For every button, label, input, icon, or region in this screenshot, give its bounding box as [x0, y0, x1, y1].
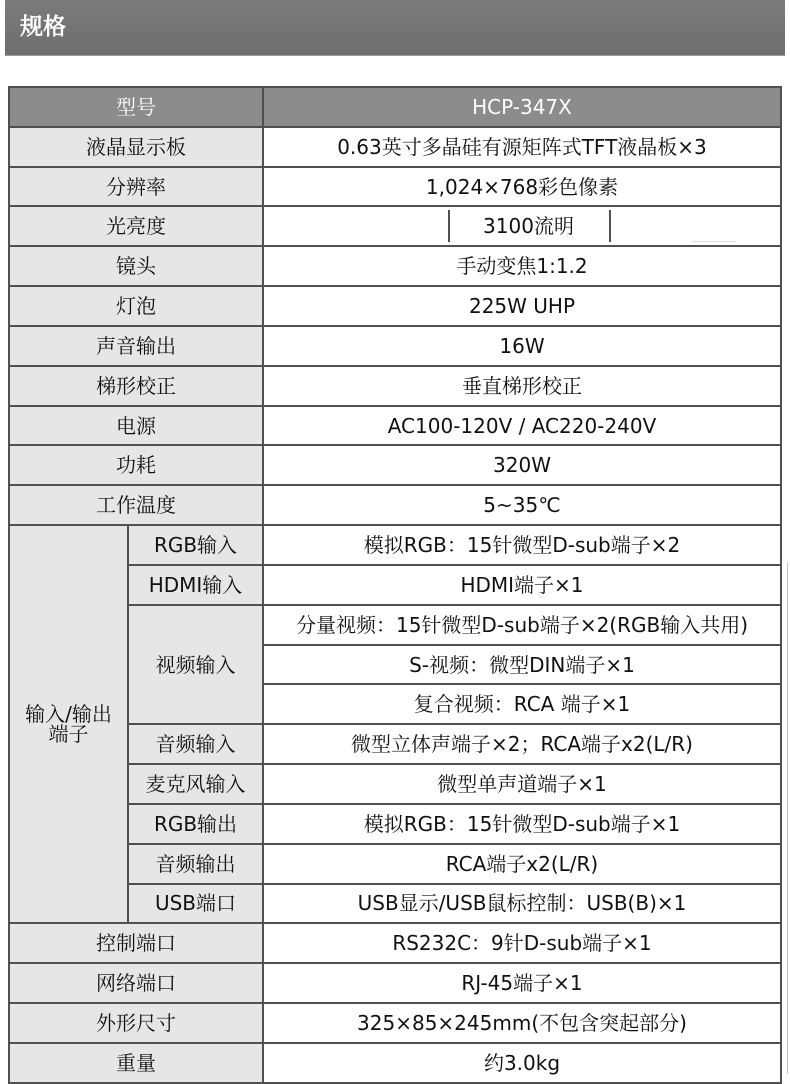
io-value: HDMI端子×1 — [263, 565, 781, 605]
io-value: USB显示/USB鼠标控制：USB(B)×1 — [263, 884, 781, 924]
spec-label: 功耗 — [9, 445, 263, 485]
io-row-rgb-input — [9, 525, 781, 565]
spec-row-dimensions — [9, 1003, 781, 1043]
spec-label: 重量 — [9, 1043, 263, 1083]
spec-row-brightness — [9, 206, 781, 246]
io-value: 微型立体声端子×2；RCA端子x2(L/R) — [263, 724, 781, 764]
io-value: 复合视频：RCA 端子×1 — [263, 684, 781, 724]
model-label: 型号 — [9, 87, 263, 127]
io-group-label — [9, 525, 128, 923]
spec-row-network-port — [9, 963, 781, 1003]
io-value: S-视频：微型DIN端子×1 — [263, 645, 781, 685]
spec-value: 手动变焦1:1.2 — [263, 246, 781, 286]
spec-row-lamp — [9, 286, 781, 326]
spec-value: 1,024×768彩色像素 — [263, 167, 781, 207]
spec-label: 梯形校正 — [9, 366, 263, 406]
spec-label: 电源 — [9, 406, 263, 446]
io-label: HDMI输入 — [128, 565, 263, 605]
spec-value: 垂直梯形校正 — [263, 366, 781, 406]
spec-value: RS232C：9针D-sub端子×1 — [263, 923, 781, 963]
io-value: 微型单声道端子×1 — [263, 764, 781, 804]
io-label: 麦克风输入 — [128, 764, 263, 804]
scan-edge-artifact — [787, 562, 788, 1074]
spec-value: RJ-45端子×1 — [263, 963, 781, 1003]
spec-label: 镜头 — [9, 246, 263, 286]
spec-value-cell — [263, 206, 781, 246]
spec-label: 控制端口 — [9, 923, 263, 963]
spec-row-control-port — [9, 923, 781, 963]
spec-value: 0.63英寸多晶硅有源矩阵式TFT液晶板×3 — [263, 127, 781, 167]
spec-value: AC100-120V / AC220-240V — [263, 406, 781, 446]
spec-row-lcd-panel — [9, 127, 781, 167]
spec-value: 225W UHP — [263, 286, 781, 326]
spec-label: 灯泡 — [9, 286, 263, 326]
io-label: USB端口 — [128, 884, 263, 924]
io-group-label-line2: 端子 — [48, 722, 89, 747]
spec-label: 外形尺寸 — [9, 1003, 263, 1043]
spec-label: 光亮度 — [9, 206, 263, 246]
spec-row-weight — [9, 1043, 781, 1083]
section-title-bar — [5, 0, 785, 56]
io-value: RCA端子x2(L/R) — [263, 844, 781, 884]
io-label: RGB输出 — [128, 804, 263, 844]
io-label: RGB输入 — [128, 525, 263, 565]
cell-divider — [609, 210, 611, 242]
spec-value: 16W — [263, 326, 781, 366]
spec-value: 5~35℃ — [263, 485, 781, 525]
io-value: 模拟RGB：15针微型D-sub端子×1 — [263, 804, 781, 844]
io-value: 模拟RGB：15针微型D-sub端子×2 — [263, 525, 781, 565]
spec-row-keystone — [9, 366, 781, 406]
spec-value: 325×85×245mm(不包含突起部分) — [263, 1003, 781, 1043]
io-label: 音频输出 — [128, 844, 263, 884]
io-label: 视频输入 — [128, 605, 263, 724]
table-header-row — [9, 87, 781, 127]
io-value: 分量视频：15针微型D-sub端子×2(RGB输入共用) — [263, 605, 781, 645]
spec-row-power-consumption — [9, 445, 781, 485]
scan-artifact — [692, 241, 736, 242]
spec-row-lens — [9, 246, 781, 286]
spec-label: 声音输出 — [9, 326, 263, 366]
spec-value: 320W — [263, 445, 781, 485]
spec-label: 分辨率 — [9, 167, 263, 207]
spec-table — [8, 86, 782, 1084]
spec-row-resolution — [9, 167, 781, 207]
model-value: HCP-347X — [263, 87, 781, 127]
spec-row-audio-output — [9, 326, 781, 366]
spec-value: 3100流明 — [483, 214, 574, 239]
spec-value: 约3.0kg — [263, 1043, 781, 1083]
spec-row-operating-temp — [9, 485, 781, 525]
spec-label: 网络端口 — [9, 963, 263, 1003]
spec-row-power-supply — [9, 406, 781, 446]
section-title: 规格 — [20, 14, 66, 40]
io-label: 音频输入 — [128, 724, 263, 764]
io-group-label-line1: 输入/输出 — [25, 702, 112, 727]
spec-label: 液晶显示板 — [9, 127, 263, 167]
spec-label: 工作温度 — [9, 485, 263, 525]
